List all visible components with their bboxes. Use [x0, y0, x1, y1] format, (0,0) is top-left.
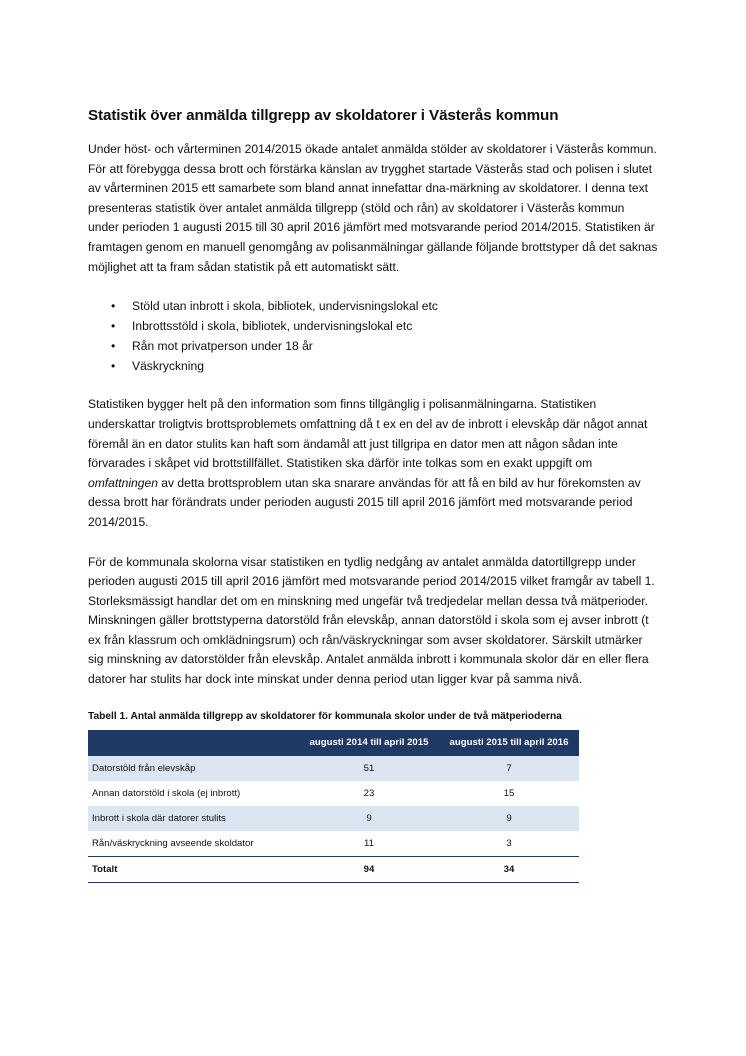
total-value-2015: 34	[439, 856, 579, 882]
table-header-blank	[88, 730, 299, 756]
row-label: Rån/väskryckning avseende skoldator	[92, 837, 254, 849]
results-paragraph: För de kommunala skolorna visar statistiken en tydlig nedgång av antalet anmälda datortillgrepp under perioden augusti 2015 till april 2016 jämfört med motsvarande period 2014/2015 vilket framgår av tabell 1. Storleksmässigt handlar det om en minskning med ungefär två tredjedelar mellan dessa två mätperioder. Minskningen gäller brottstyperna datorstöld från elevskåp, annan datorstöld i skola som ej avser inbrott (t ex från klassrum och omklädningsrum) och rån/väskryckningar som avser skoldatorer. Särskilt utmärker sig minskning av datorstölder från elevskåp. Antalet anmälda inbrott i kommunala skolor där en eller flera datorer har stulits har dock inte minskat under denna period utan ligger kvar på samma nivå.	[88, 554, 655, 687]
crime-type-list	[88, 297, 658, 376]
document-body	[88, 106, 658, 883]
methodology-text-start: Statistiken bygger helt på den information som finns tillgänglig i polisanmälningarna. Statistiken underskattar troligtvis brottsproblemets omfattning då t ex en del av de inbrott i elevskåp där något annat föremål än en dator stulits kan haft som ändamål att just tillgripa en dator men att någon sådan inte förvarades i skåpet vid brottstillfället. Statistiken ska därför inte tolkas som en exakt uppgift om	[88, 397, 648, 471]
bullet-icon: •	[111, 299, 116, 314]
row-label: Annan datorstöld i skola (ej inbrott)	[92, 787, 241, 799]
row-value-2014: 11	[364, 837, 374, 849]
bullet-icon: •	[111, 338, 116, 353]
row-value-2015: 15	[503, 787, 515, 799]
total-value-2014: 94	[299, 856, 439, 882]
list-item	[88, 317, 658, 337]
list-item	[88, 297, 658, 317]
table-header-period-2015: augusti 2015 till april 2016	[439, 730, 579, 756]
list-item-text: Väskryckning	[132, 358, 204, 373]
table-row	[88, 781, 579, 806]
row-value-2015: 7	[439, 756, 579, 781]
table-row	[88, 806, 579, 831]
list-item-text: Stöld utan inbrott i skola, bibliotek, undervisningslokal etc	[132, 299, 438, 314]
intro-paragraph: Under höst- och vårterminen 2014/2015 ökade antalet anmälda stölder av skoldatorer i Västerås kommun. För att förebygga dessa brott och förstärka känslan av trygghet startade Västerås stad och polisen i slutet av vårterminen 2015 ett samarbete som bland annat innefattar dna-märkning av skoldatorer. I denna text presenteras statistik över antalet anmälda tillgrepp (stöld och rån) av skoldatorer i Västerås kommun under perioden 1 augusti 2015 till 30 april 2016 jämfört med motsvarande period 2014/2015. Statistiken är framtagen genom en manuell genomgång av polisanmälningar gällande följande brottstyper då det saknas möjlighet att ta fram sådan statistik på ett automatiskt sätt.	[88, 142, 658, 274]
methodology-paragraph	[88, 395, 658, 532]
table-row	[88, 756, 579, 781]
document-title: Statistik över anmälda tillgrepp av skoldatorer i Västerås kommun	[88, 107, 559, 124]
row-value-2014: 23	[363, 787, 375, 799]
table-row	[88, 831, 579, 857]
emphasized-word: omfattningen	[88, 475, 158, 490]
total-label: Totalt	[88, 856, 299, 882]
list-item-text: Rån mot privatperson under 18 år	[132, 338, 313, 353]
row-value-2015: 9	[439, 806, 579, 831]
table-total-row	[88, 856, 579, 882]
bullet-icon: •	[111, 318, 116, 333]
statistics-table	[88, 730, 579, 883]
row-value-2015: 3	[506, 837, 512, 849]
row-label: Inbrott i skola där datorer stulits	[88, 806, 299, 831]
row-value-2014: 9	[299, 806, 439, 831]
table-header-row	[88, 730, 579, 756]
table-header-period-2014: augusti 2014 till april 2015	[299, 730, 439, 756]
list-item	[88, 337, 658, 357]
list-item	[88, 357, 658, 377]
row-value-2014: 51	[299, 756, 439, 781]
list-item-text: Inbrottsstöld i skola, bibliotek, undervisningslokal etc	[132, 318, 413, 333]
bullet-icon: •	[111, 358, 116, 373]
methodology-text-end: av detta brottsproblem utan ska snarare användas för att få en bild av hur förekomsten av dessa brott har förändrats under perioden augusti 2015 till april 2016 jämfört med motsvarande period 2014/2015.	[88, 475, 641, 529]
row-label: Datorstöld från elevskåp	[88, 756, 299, 781]
table-caption: Tabell 1. Antal anmälda tillgrepp av skoldatorer för kommunala skolor under de två mätperioderna	[88, 710, 562, 722]
